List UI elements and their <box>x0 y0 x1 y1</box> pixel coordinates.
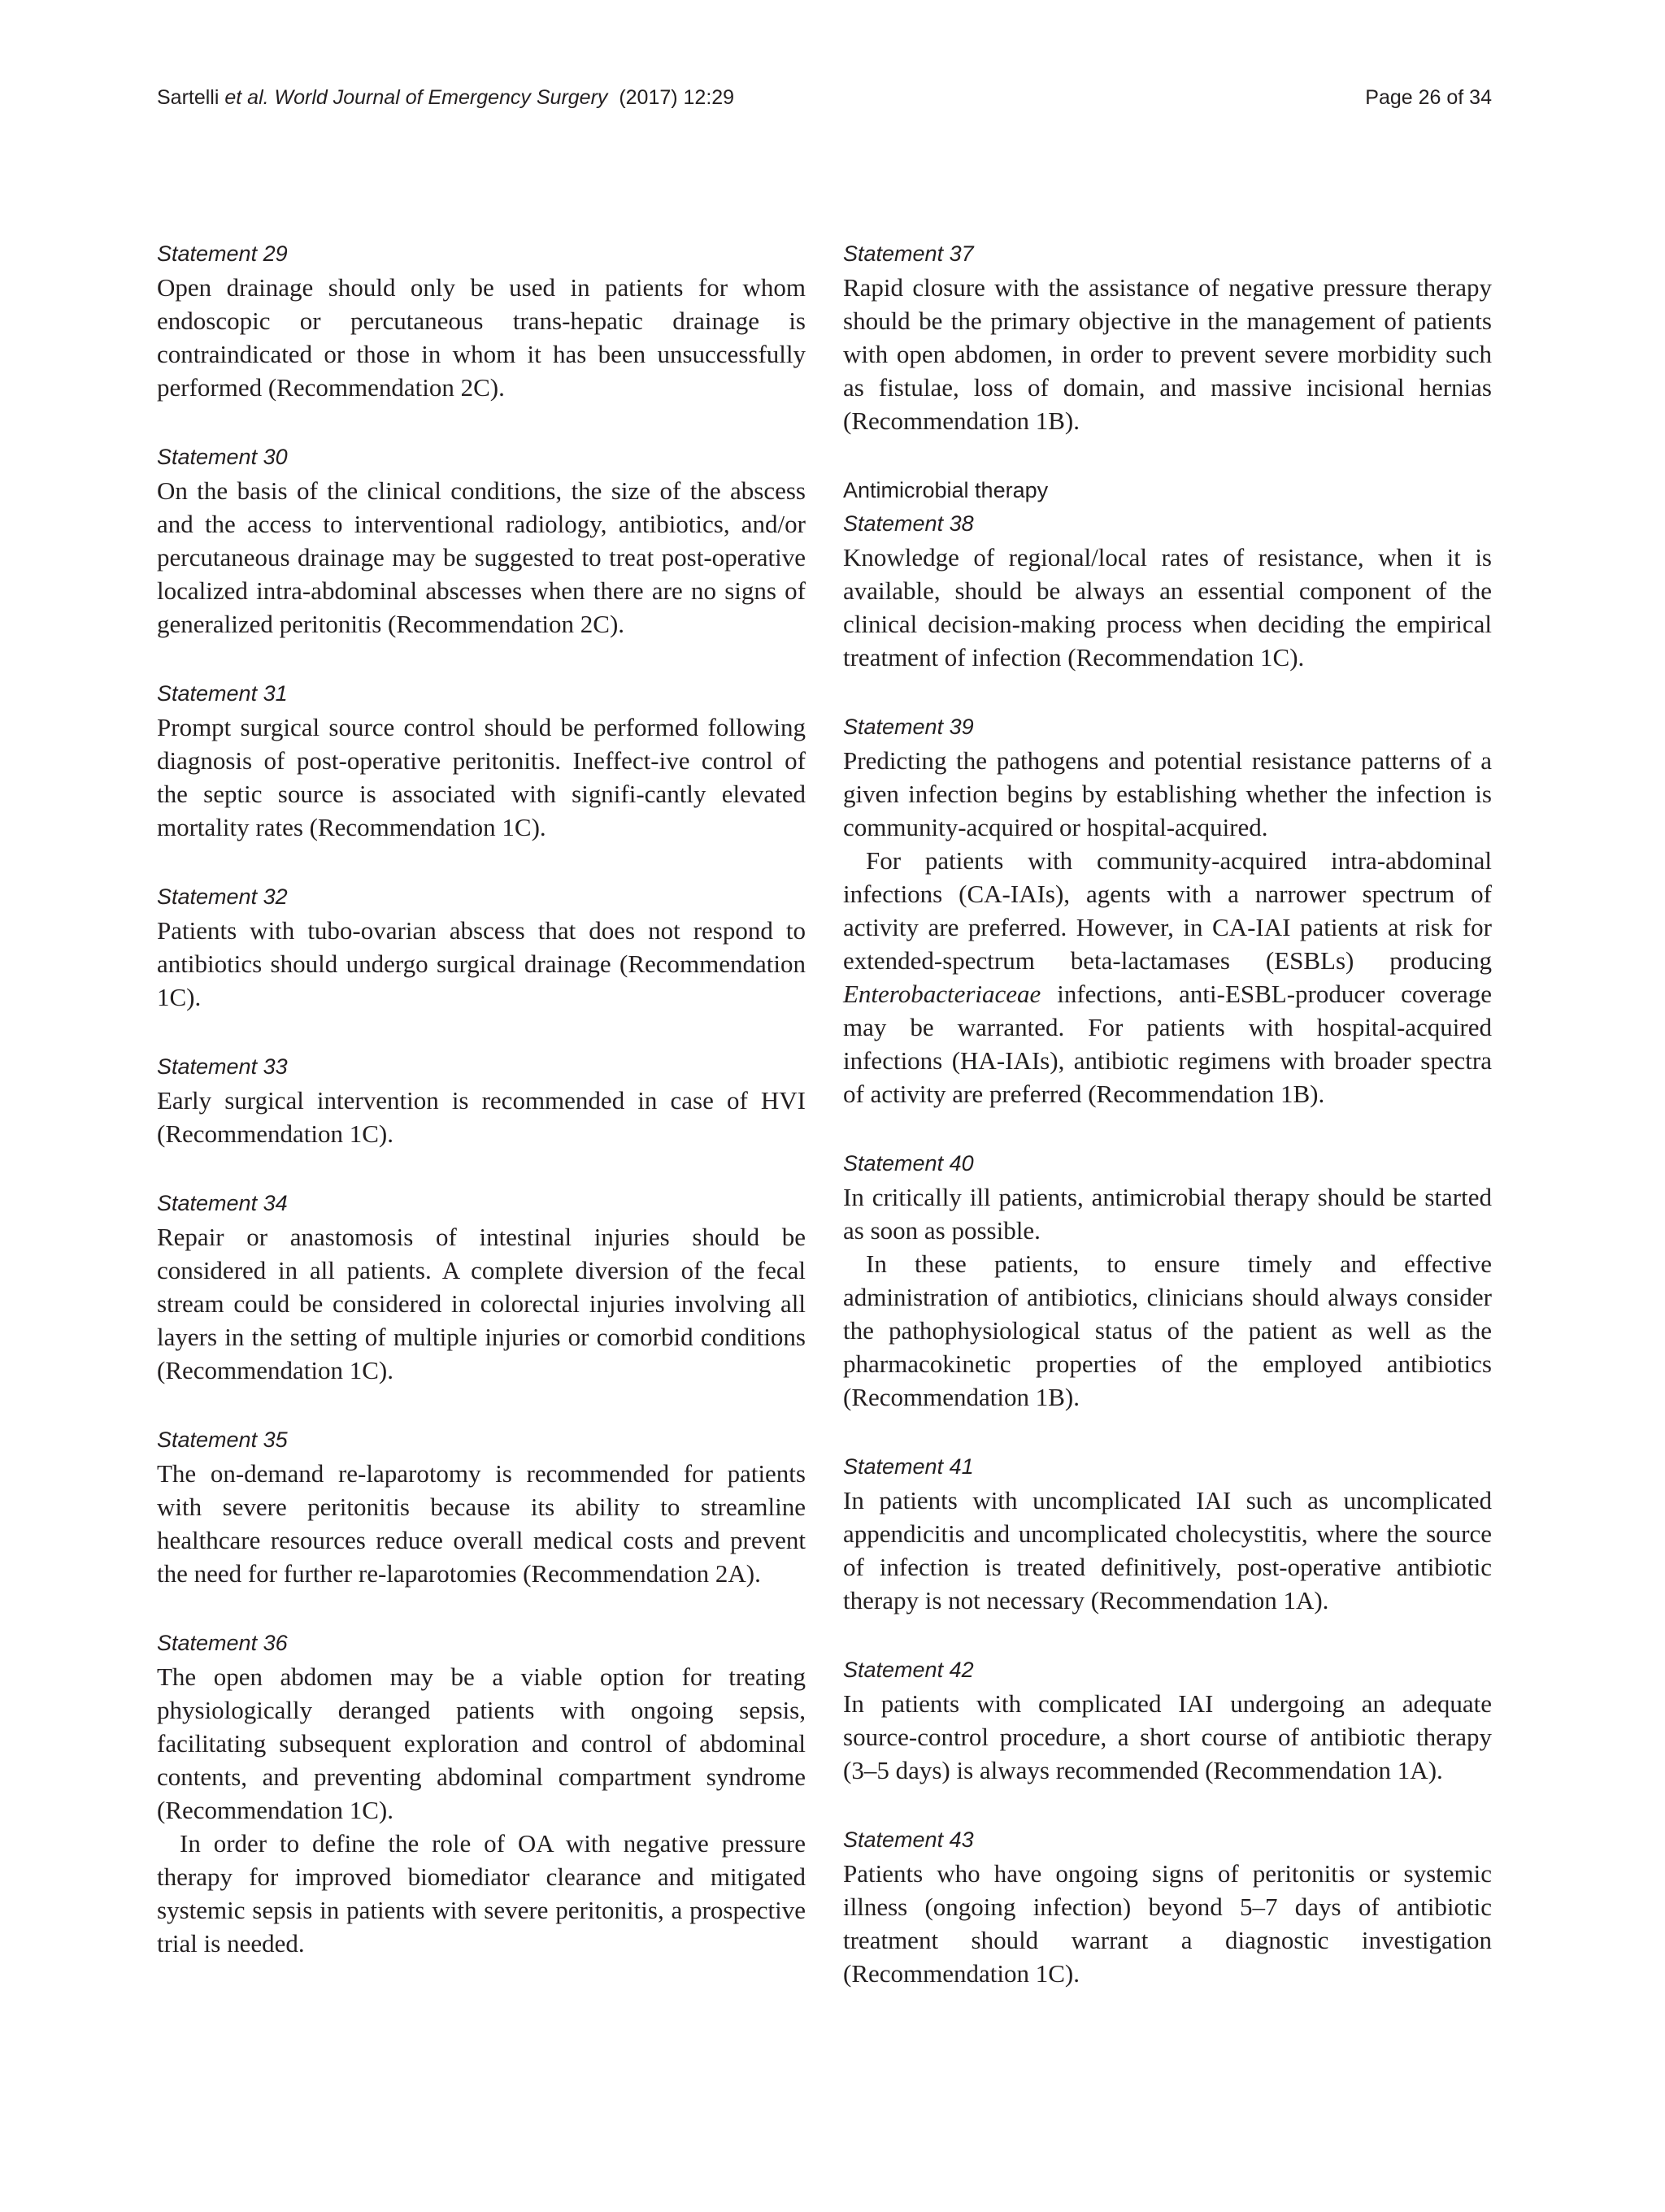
statement-41 <box>843 1450 1492 1617</box>
statement-42 <box>843 1654 1492 1787</box>
statement-text: In critically ill patients, antimicrobial therapy should be started as soon as possible. <box>843 1183 1492 1245</box>
citation-year-volume: (2017) 12:29 <box>607 86 735 109</box>
statement-43 <box>843 1823 1492 1990</box>
statement-title: Statement 32 <box>157 884 288 909</box>
statement-30 <box>157 441 806 641</box>
statement-title: Statement 30 <box>157 445 288 469</box>
page-number: Page 26 of 34 <box>1365 86 1492 109</box>
statement-text: Early surgical intervention is recommended in case of HVI (Recommendation 1C). <box>157 1086 806 1148</box>
statement-39 <box>843 711 1492 1110</box>
statement-text: Predicting the pathogens and potential resistance patterns of a given infection begins by establishing whether the infection is community-acquired or hospital-acquired. <box>843 746 1492 841</box>
statement-text: Rapid closure with the assistance of negative pressure therapy should be the primary objective in the management of patients with open abdomen, in order to prevent severe morbidity such as fistulae, loss of domain, and massive incisional hernias (Recommendation 1B). <box>843 273 1492 435</box>
statement-title: Statement 29 <box>157 241 288 266</box>
statement-35 <box>157 1423 806 1590</box>
italic-organism-name: Enterobacteriaceae <box>843 980 1041 1008</box>
statement-text: Open drainage should only be used in patients for whom endoscopic or percutaneous trans-hepatic drainage is contraindicated or those in whom it has been unsuccessfully performed (Recommendation 2C). <box>157 273 806 402</box>
statement-text: On the basis of the clinical conditions, the size of the abscess and the access to interventional radiology, antibiotics, and/or percutaneous drainage may be suggested to treat post-operative localized intra-abdominal abscesses when there are no signs of generalized peritonitis (Recommendation 2C). <box>157 476 806 638</box>
statement-title: Statement 41 <box>843 1454 974 1479</box>
statement-36 <box>157 1627 806 1960</box>
statement-text: The open abdomen may be a viable option for treating physiologically deranged patients with ongoing sepsis, facilitating subsequent exploration and control of abdominal contents, and preventing abdominal compartment syndrome (Recommendation 1C). <box>157 1662 806 1824</box>
citation-journal: World Journal of Emergency Surgery <box>268 86 608 109</box>
statement-text: Patients who have ongoing signs of peritonitis or systemic illness (ongoing infection) beyond 5–7 days of antibiotic treatment should warrant a diagnostic investigation (Recommendation 1C). <box>843 1859 1492 1988</box>
statement-31 <box>157 677 806 844</box>
statement-37 <box>843 237 1492 437</box>
statement-text: The on-demand re-laparotomy is recommended for patients with severe peritonitis because its ability to streamline healthcare resources reduce overall medical costs and prevent the need for further re-laparotomies (Recommendation 2A). <box>157 1459 806 1588</box>
statement-title: Statement 33 <box>157 1054 288 1079</box>
statement-title: Statement 39 <box>843 715 974 739</box>
statement-33 <box>157 1050 806 1150</box>
statement-34 <box>157 1187 806 1387</box>
statement-text: Patients with tubo-ovarian abscess that does not respond to antibiotics should undergo surgical drainage (Recommendation 1C). <box>157 916 806 1011</box>
statement-title: Statement 43 <box>843 1827 974 1852</box>
text-run: For patients with community-acquired intra-abdominal infections (CA-IAIs), agents with a narrower spectrum of activity are preferred. However, in CA-IAI patients at risk for extended-spectrum beta-lactamases (ESBLs) producing <box>843 846 1492 975</box>
statement-title: Statement 35 <box>157 1428 288 1452</box>
statement-40 <box>843 1147 1492 1414</box>
statement-title: Statement 38 <box>843 511 974 536</box>
citation-etal: et al. <box>224 86 269 109</box>
left-column <box>157 237 806 1997</box>
statement-32 <box>157 880 806 1014</box>
text-run: infections, anti-ESBL-producer coverage may be warranted. For patients with hospital-acquired infections (HA-IAIs), antibiotic regimens with broader spectra of activity are preferred (Recommendation 1B). <box>843 980 1492 1108</box>
right-column <box>843 237 1492 2027</box>
statement-title: Statement 34 <box>157 1191 288 1215</box>
statement-text-continued <box>843 844 1492 1110</box>
statement-text: Repair or anastomosis of intestinal injuries should be considered in all patients. A complete diversion of the fecal stream could be considered in colorectal injuries involving all layers in the setting of multiple injuries or comorbid conditions (Recommendation 1C). <box>157 1223 806 1384</box>
statement-title: Statement 37 <box>843 241 974 266</box>
section-heading: Antimicrobial therapy <box>843 478 1049 502</box>
statement-title: Statement 36 <box>157 1631 288 1655</box>
statement-29 <box>157 237 806 404</box>
statement-38 <box>843 474 1492 674</box>
statement-text-continued: In these patients, to ensure timely and effective administration of antibiotics, clinicians should always consider the pathophysiological status of the patient as well as the pharmacokinetic properties of the employed antibiotics (Recommendation 1B). <box>843 1249 1492 1411</box>
statement-text: In patients with uncomplicated IAI such as uncomplicated appendicitis and uncomplicated cholecystitis, where the source of infection is treated definitively, post-operative antibiotic therapy is not necessary (Recommendation 1A). <box>843 1486 1492 1614</box>
citation <box>157 86 734 110</box>
statement-text: In patients with complicated IAI undergoing an adequate source-control procedure, a short course of antibiotic therapy (3–5 days) is always recommended (Recommendation 1A). <box>843 1689 1492 1784</box>
statement-text: Knowledge of regional/local rates of resistance, when it is available, should be always an essential component of the clinical decision-making process when deciding the empirical treatment of infection (Recommendation 1C). <box>843 543 1492 671</box>
statement-text-continued: In order to define the role of OA with negative pressure therapy for improved biomediator clearance and mitigated systemic sepsis in patients with severe peritonitis, a prospective trial is needed. <box>157 1829 806 1958</box>
statement-title: Statement 31 <box>157 681 288 706</box>
statement-text: Prompt surgical source control should be performed following diagnosis of post-operative peritonitis. Ineffect-ive control of the septic source is associated with signifi-cantly elevated mortality rates (Recommendation 1C). <box>157 713 806 841</box>
citation-authors: Sartelli <box>157 86 225 109</box>
statement-title: Statement 40 <box>843 1151 974 1176</box>
statement-title: Statement 42 <box>843 1658 974 1682</box>
